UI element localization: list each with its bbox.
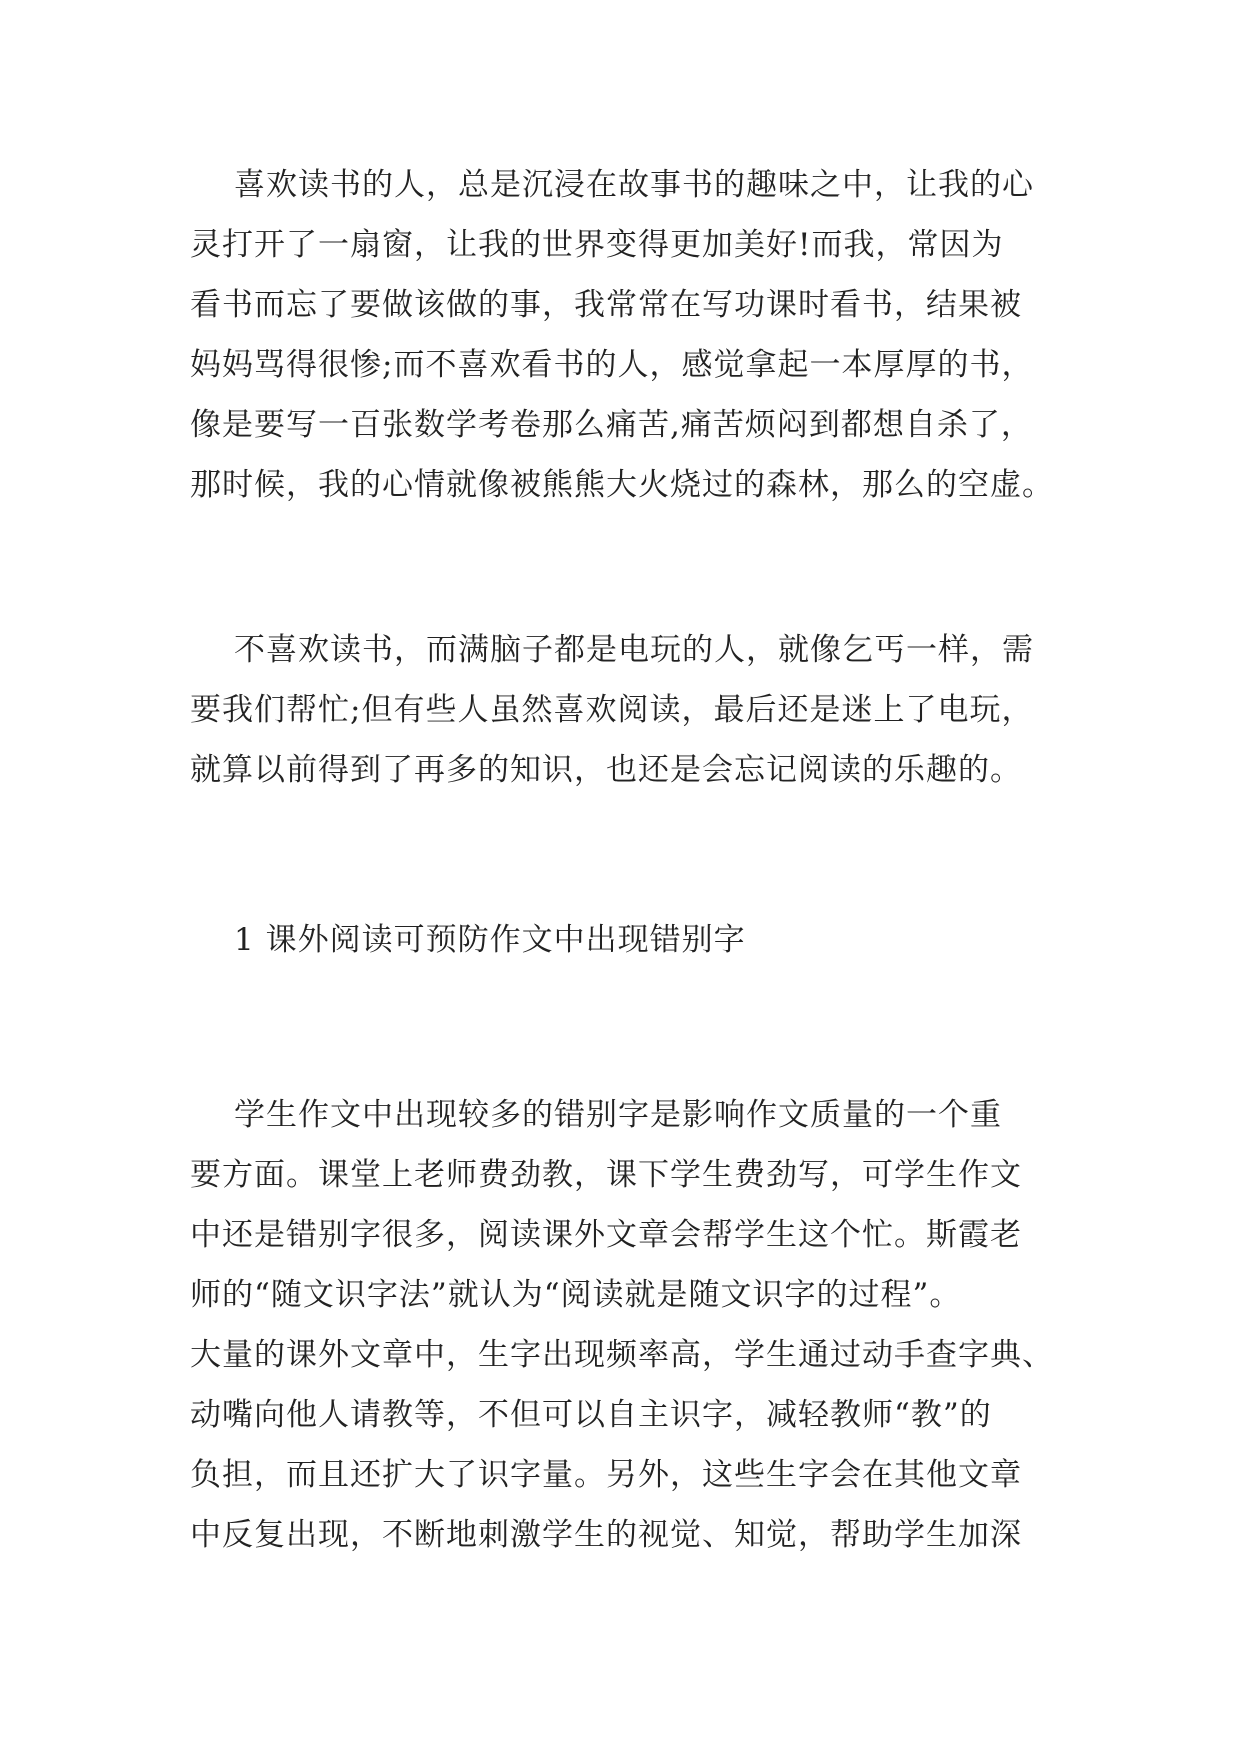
paragraph-line: 学生作文中出现较多的错别字是影响作文质量的一个重 [234, 1097, 1002, 1133]
paragraph-line: 就算以前得到了再多的知识，也还是会忘记阅读的乐趣的。 [190, 752, 1022, 788]
paragraph-line: 看书而忘了要做该做的事，我常常在写功课时看书，结果被 [190, 287, 1022, 323]
paragraph-line: 大量的课外文章中，生字出现频率高，学生通过动手查字典、 [190, 1337, 1054, 1373]
paragraph-video-games [190, 620, 1070, 800]
paragraph-reading-joy [190, 155, 1070, 515]
paragraph-line: 中还是错别字很多，阅读课外文章会帮学生这个忙。斯霞老 [190, 1217, 1022, 1253]
paragraph-line: 妈妈骂得很惨;而不喜欢看书的人，感觉拿起一本厚厚的书， [190, 347, 1034, 383]
paragraph-line: 喜欢读书的人，总是沉浸在故事书的趣味之中，让我的心 [234, 167, 1034, 203]
paragraph-line: 要方面。课堂上老师费劲教，课下学生费劲写，可学生作文 [190, 1157, 1022, 1193]
section-heading [190, 910, 1070, 970]
paragraph-line: 师的“随文识字法”就认为“阅读就是随文识字的过程”。 [190, 1277, 962, 1313]
paragraph-line: 中反复出现，不断地刺激学生的视觉、知觉，帮助学生加深 [190, 1517, 1022, 1553]
paragraph-line: 那时候，我的心情就像被熊熊大火烧过的森林，那么的空虚。 [190, 467, 1054, 503]
section-heading-text: 1 课外阅读可预防作文中出现错别字 [234, 922, 746, 958]
paragraph-line: 要我们帮忙;但有些人虽然喜欢阅读，最后还是迷上了电玩， [190, 692, 1034, 728]
paragraph-line: 负担，而且还扩大了识字量。另外，这些生字会在其他文章 [190, 1457, 1022, 1493]
paragraph-line: 动嘴向他人请教等，不但可以自主识字，减轻教师“教”的 [190, 1397, 992, 1433]
paragraph-line: 不喜欢读书，而满脑子都是电玩的人，就像乞丐一样，需 [234, 632, 1034, 668]
paragraph-line: 像是要写一百张数学考卷那么痛苦,痛苦烦闷到都想自杀了， [190, 407, 1033, 443]
paragraph-typos [190, 1085, 1070, 1565]
paragraph-line: 灵打开了一扇窗，让我的世界变得更加美好!而我，常因为 [190, 227, 1004, 263]
